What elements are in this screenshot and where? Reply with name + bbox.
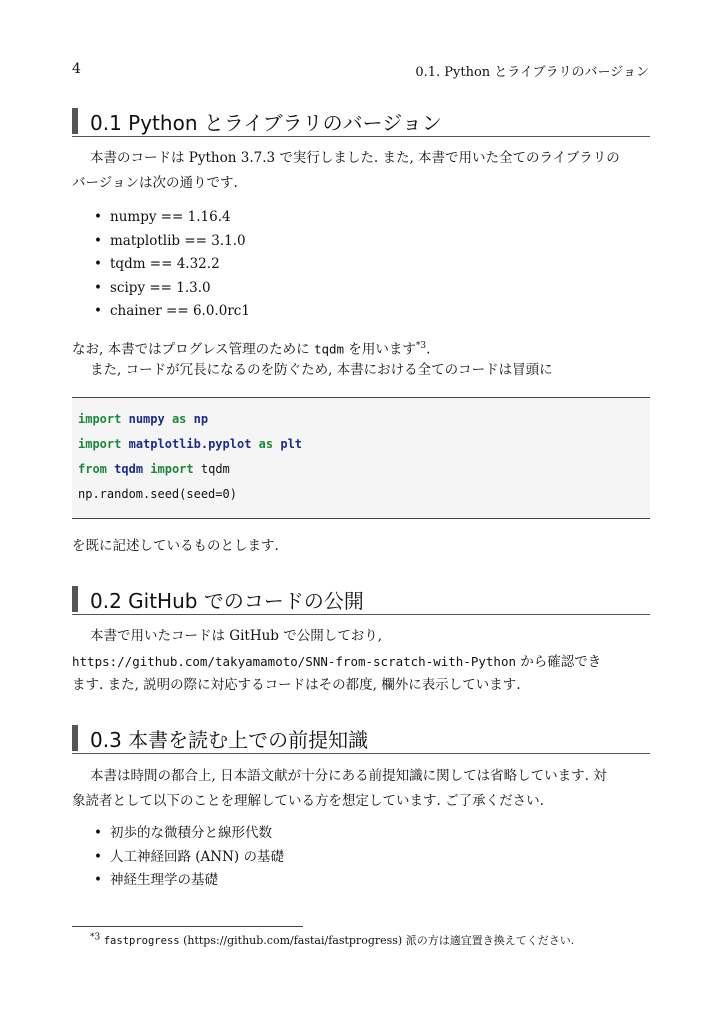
list-item: • chainer == 6.0.0rc1 <box>96 300 250 324</box>
note-text: なお, 本書ではプログレス管理のために <box>72 341 314 358</box>
inline-code-tqdm: tqdm <box>313 341 345 357</box>
list-item: • scipy == 1.3.0 <box>96 277 250 301</box>
note-text-suffix: を用います <box>344 341 416 358</box>
github-paragraph-cont <box>72 673 650 698</box>
section-marker-bar <box>72 586 78 612</box>
github-line-2-suffix: から確認でき <box>516 654 602 670</box>
intro-paragraph <box>72 146 650 171</box>
list-item: • 神経生理学の基礎 <box>96 869 284 893</box>
code-intro <box>72 358 650 383</box>
prereq-paragraph-cont <box>72 789 650 814</box>
code-line-2 <box>78 437 302 451</box>
footnote <box>72 932 650 948</box>
footnote-code: fastprogress <box>103 935 180 947</box>
prereq-line-2: 象読者として以下のことを理解している方を想定しています. ご了承ください. <box>72 793 544 809</box>
code-alias: plt <box>280 437 303 451</box>
footnote-rule <box>72 926 303 927</box>
list-item: • tqdm == 4.32.2 <box>96 253 250 277</box>
prerequisite-list <box>96 822 284 893</box>
section-title: 0.3 本書を読む上での前提知識 <box>90 728 369 752</box>
running-header: 0.1. Python とライブラリのバージョン <box>415 65 649 80</box>
intro-paragraph-cont <box>72 171 650 196</box>
prereq-paragraph <box>72 764 650 789</box>
code-keyword: from <box>78 462 107 476</box>
list-item: • 初歩的な微積分と線形代数 <box>96 822 284 846</box>
code-line-4: np.random.seed(seed=0) <box>78 487 237 501</box>
code-block <box>72 397 650 519</box>
code-line-3 <box>78 462 230 476</box>
prereq-line-1: 本書は時間の都合上, 日本語文献が十分にある前提知識に関しては省略しています. 対 <box>90 768 607 784</box>
code-keyword: import <box>78 412 122 426</box>
code-outro-text: を既に記述しているものとします. <box>72 538 279 554</box>
code-keyword: as <box>258 437 274 451</box>
page-number: 4 <box>72 61 81 77</box>
intro-line-1: 本書のコードは Python 3.7.3 で実行しました. また, 本書で用いた全てのライブラリの <box>90 150 620 166</box>
github-url-link[interactable]: https://github.com/takyamamoto/SNN-from-scratch-with-Python <box>72 654 517 669</box>
code-name: tqdm <box>200 462 230 476</box>
github-line-3: ます. また, 説明の際に対応するコードはその都度, 欄外に表示しています. <box>72 677 521 693</box>
list-item: • numpy == 1.16.4 <box>96 206 250 230</box>
code-outro <box>72 534 650 559</box>
code-line-1 <box>78 412 208 426</box>
intro-line-2: バージョンは次の通りです. <box>72 175 238 191</box>
section-heading-python-versions <box>72 106 650 137</box>
code-keyword: import <box>78 437 122 451</box>
footnote-ref[interactable]: *3 <box>415 341 427 351</box>
code-alias: np <box>193 412 209 426</box>
github-paragraph <box>72 624 650 649</box>
code-keyword: as <box>171 412 187 426</box>
github-url-line <box>72 649 650 675</box>
note-period: . <box>426 341 431 358</box>
section-title: 0.1 Python とライブラリのバージョン <box>90 111 442 135</box>
library-version-list <box>96 206 250 324</box>
github-line-1: 本書で用いたコードは GitHub で公開しており, <box>90 628 383 644</box>
code-module: tqdm <box>114 462 144 476</box>
footnote-text: (https://github.com/fastai/fastprogress) 派の方は適宜置き換えてください. <box>179 934 575 947</box>
code-module: matplotlib.pyplot <box>128 437 252 451</box>
section-marker-bar <box>72 108 78 134</box>
list-item: • 人工神経回路 (ANN) の基礎 <box>96 846 284 870</box>
list-item: • matplotlib == 3.1.0 <box>96 230 250 254</box>
code-module: numpy <box>128 412 165 426</box>
section-heading-github <box>72 584 650 615</box>
section-heading-prerequisites <box>72 723 650 754</box>
code-intro-text: また, コードが冗長になるのを防ぐため, 本書における全てのコードは冒頭に <box>90 362 553 378</box>
code-keyword: import <box>150 462 194 476</box>
section-title: 0.2 GitHub でのコードの公開 <box>90 589 364 613</box>
footnote-mark: *3 <box>90 932 101 943</box>
section-marker-bar <box>72 725 78 751</box>
